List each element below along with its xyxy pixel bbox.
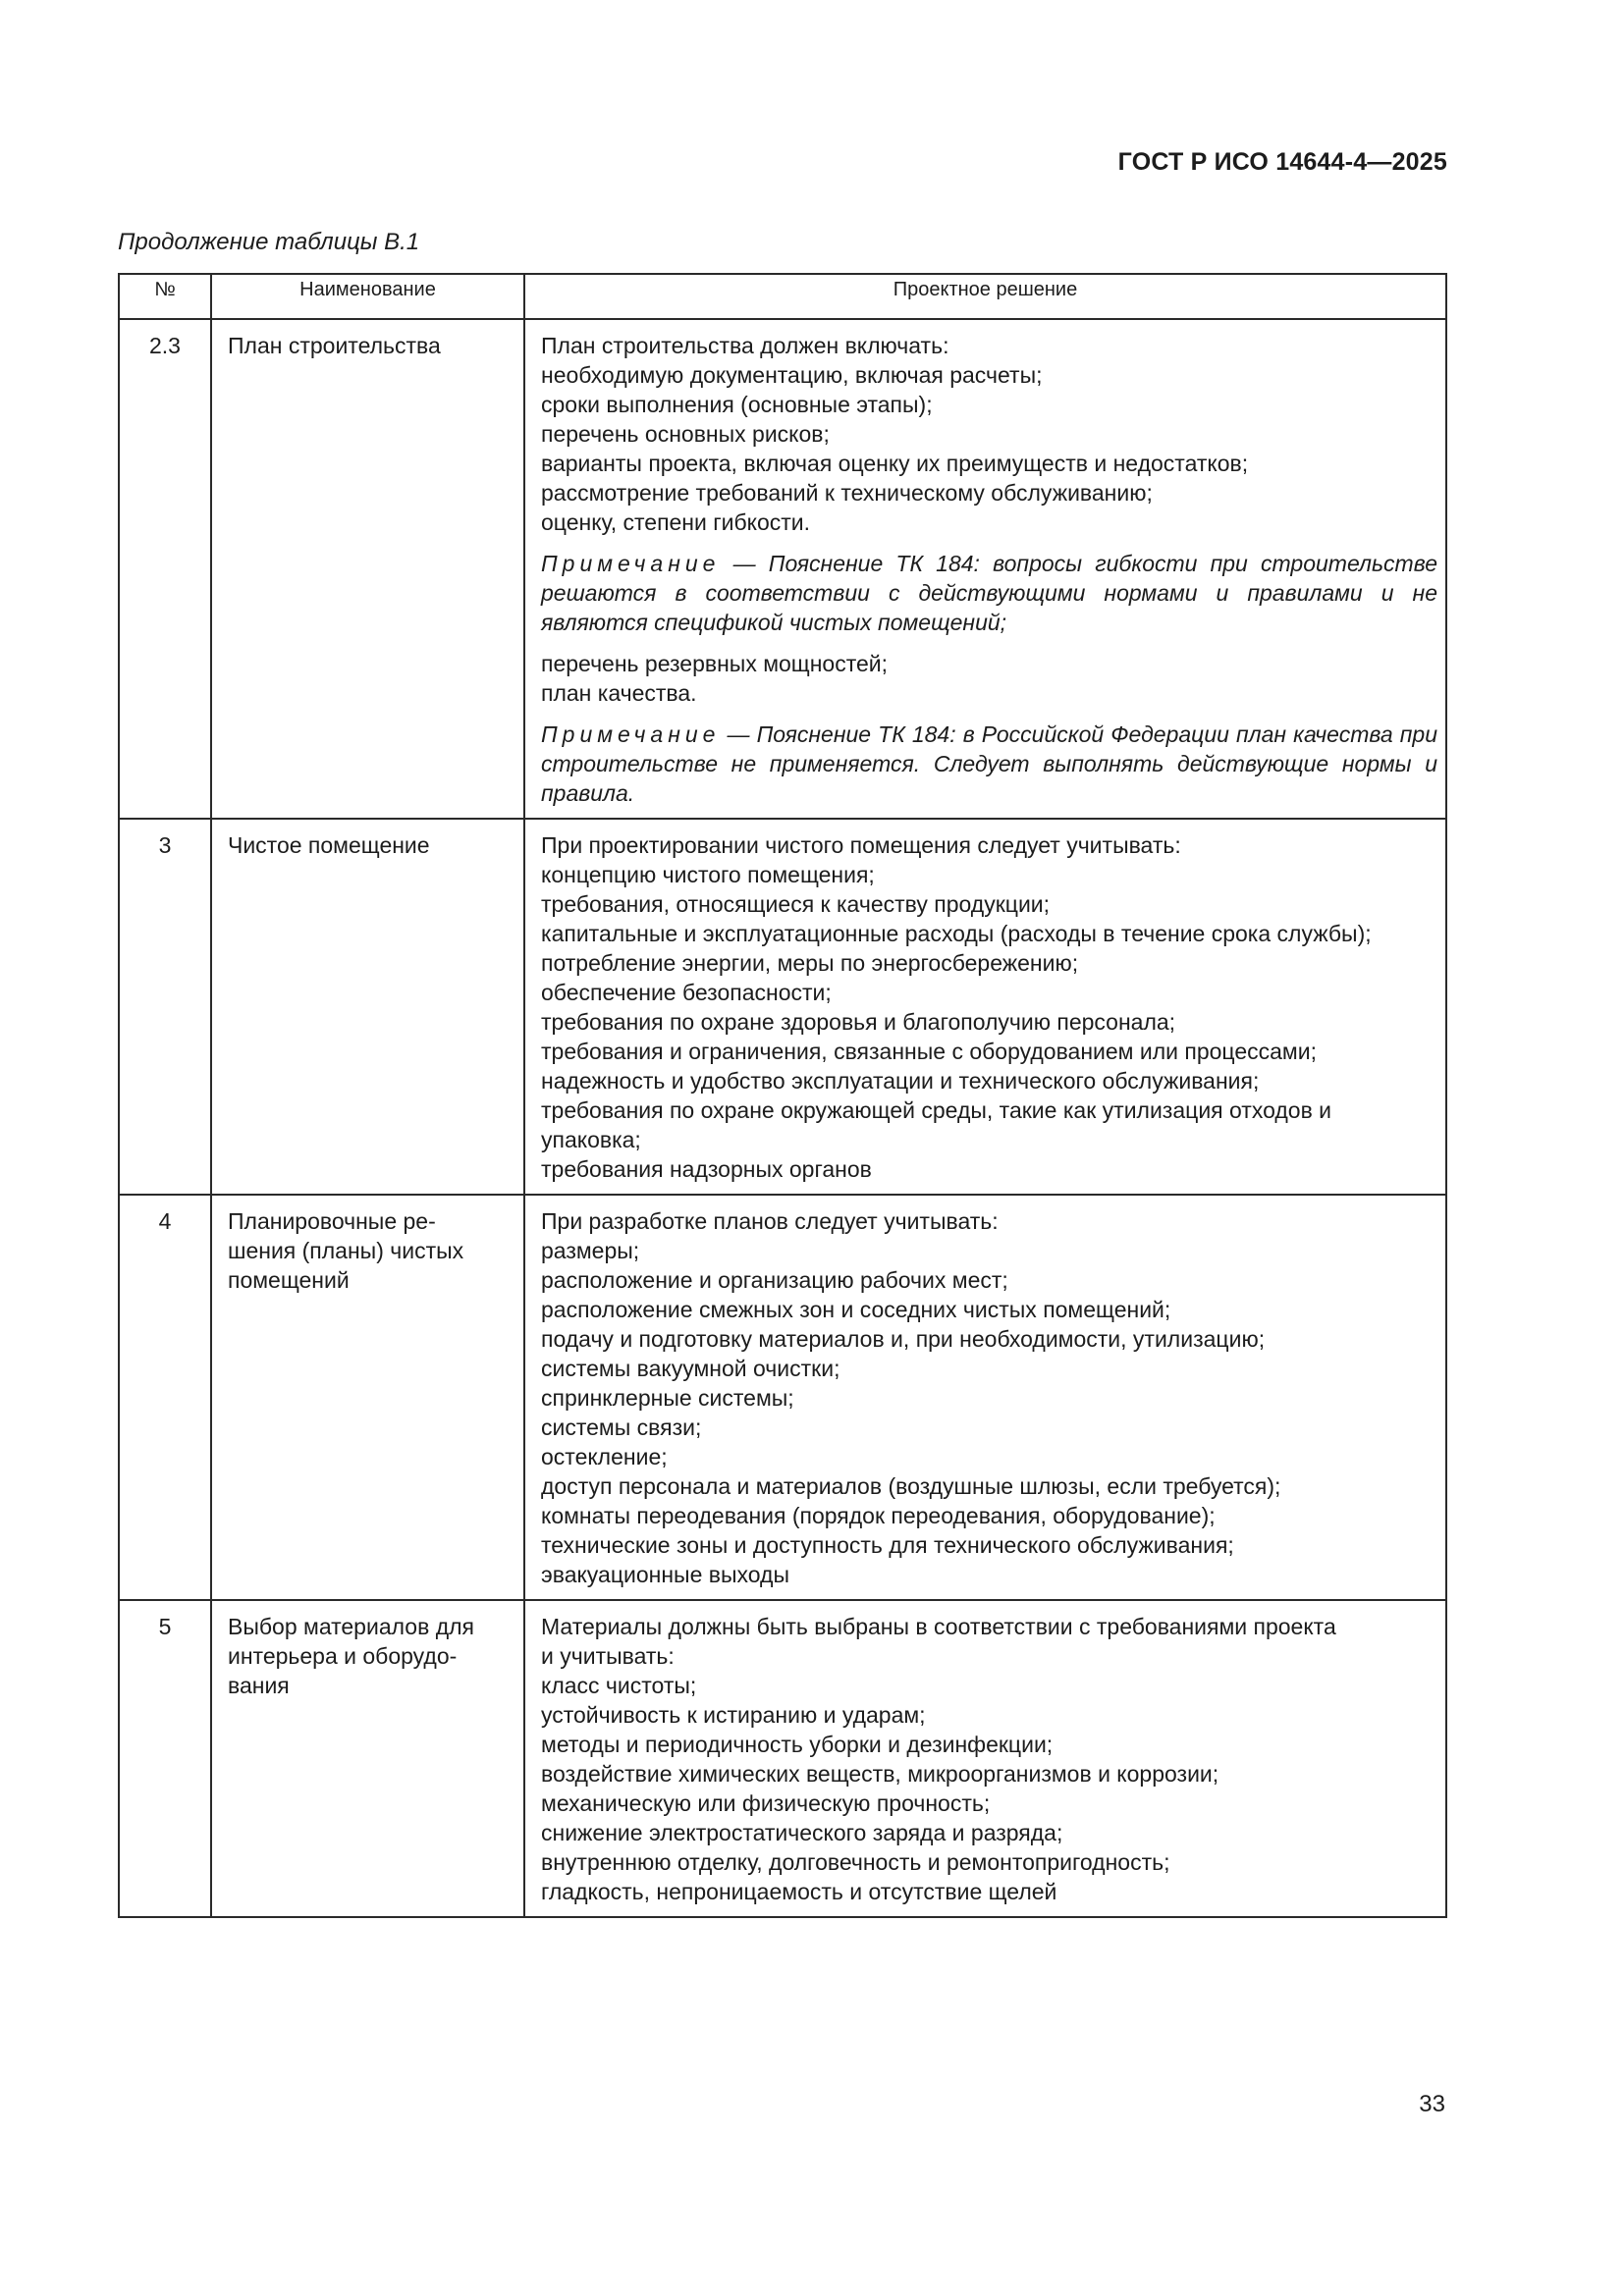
solution-line: требования и ограничения, связанные с оборудованием или процессами; xyxy=(541,1039,1317,1064)
solution-line: системы связи; xyxy=(541,1415,702,1440)
row-name-line: Выбор материалов для xyxy=(228,1614,474,1639)
note-text: — Пояснение ТК 184: вопросы гибкости при строительстве решаются в соответствии с действующими нормами и правилами и не являются спецификой чистых помещений; xyxy=(541,551,1437,635)
solution-line: механическую или физическую прочность; xyxy=(541,1790,991,1816)
solution-line: доступ персонала и материалов (воздушные шлюзы, если требуется); xyxy=(541,1473,1281,1499)
solution-line: упаковка; xyxy=(541,1127,641,1152)
solution-line: обеспечение безопасности; xyxy=(541,980,832,1005)
note-text: — Пояснение ТК 184: в Российской Федерации план качества при строительстве не применяется. Следует выполнять действующие нормы и правила. xyxy=(541,721,1437,806)
row-number: 2.3 xyxy=(119,319,211,819)
solution-line: размеры; xyxy=(541,1238,640,1263)
solution-line: класс чистоты; xyxy=(541,1673,697,1698)
solution-line: подачу и подготовку материалов и, при необходимости, утилизацию; xyxy=(541,1326,1266,1352)
row-name-line: Чистое помещение xyxy=(228,832,430,858)
row-name-line: вания xyxy=(228,1673,290,1698)
solution-line: план качества. xyxy=(541,680,697,706)
solution-line: устойчивость к истиранию и ударам; xyxy=(541,1702,926,1728)
solution-line: концепцию чистого помещения; xyxy=(541,862,875,887)
row-number: 3 xyxy=(119,819,211,1195)
requirements-table xyxy=(118,273,1447,1918)
solution-line: При проектировании чистого помещения следует учитывать: xyxy=(541,832,1181,858)
note-block xyxy=(541,549,1437,637)
row-name-line: План строительства xyxy=(228,333,441,358)
table-header-row xyxy=(119,274,1446,319)
row-name xyxy=(211,819,524,1195)
row-solution xyxy=(524,819,1446,1195)
solution-line: расположение смежных зон и соседних чистых помещений; xyxy=(541,1297,1171,1322)
note-label: Примечание xyxy=(541,551,721,576)
solution-line: внутреннюю отделку, долговечность и ремонтопригодность; xyxy=(541,1849,1170,1875)
solution-line: остекление; xyxy=(541,1444,668,1469)
solution-line: и учитывать: xyxy=(541,1643,675,1669)
row-name xyxy=(211,1600,524,1917)
solution-line: гладкость, непроницаемость и отсутствие щелей xyxy=(541,1879,1057,1904)
solution-line: План строительства должен включать: xyxy=(541,333,949,358)
solution-line: надежность и удобство эксплуатации и технического обслуживания; xyxy=(541,1068,1260,1094)
solution-line: Материалы должны быть выбраны в соответствии с требованиями проекта xyxy=(541,1614,1336,1639)
row-number: 5 xyxy=(119,1600,211,1917)
table-row xyxy=(119,1195,1446,1600)
row-solution xyxy=(524,319,1446,819)
table-caption: Продолжение таблицы В.1 xyxy=(118,229,420,255)
column-header-name: Наименование xyxy=(211,274,524,319)
row-name-line: Планировочные ре- xyxy=(228,1208,436,1234)
solution-line: требования по охране окружающей среды, такие как утилизация отходов и xyxy=(541,1097,1332,1123)
solution-line: комнаты переодевания (порядок переодевания, оборудование); xyxy=(541,1503,1216,1528)
solution-line: спринклерные системы; xyxy=(541,1385,794,1411)
solution-line: требования надзорных органов xyxy=(541,1156,872,1182)
row-name xyxy=(211,319,524,819)
row-name-line: помещений xyxy=(228,1267,350,1293)
row-name xyxy=(211,1195,524,1600)
table-row xyxy=(119,819,1446,1195)
table-row xyxy=(119,319,1446,819)
row-solution xyxy=(524,1195,1446,1600)
solution-line: рассмотрение требований к техническому обслуживанию; xyxy=(541,480,1153,506)
solution-line: снижение электростатического заряда и разряда; xyxy=(541,1820,1063,1845)
solution-line: потребление энергии, меры по энергосбережению; xyxy=(541,950,1079,976)
column-header-solution: Проектное решение xyxy=(524,274,1446,319)
solution-line: воздействие химических веществ, микроорганизмов и коррозии; xyxy=(541,1761,1219,1787)
solution-line: требования, относящиеся к качеству продукции; xyxy=(541,891,1051,917)
solution-line: сроки выполнения (основные этапы); xyxy=(541,392,933,417)
page-number: 33 xyxy=(1419,2091,1445,2117)
column-header-number: № xyxy=(119,274,211,319)
solution-line: технические зоны и доступность для технического обслуживания; xyxy=(541,1532,1234,1558)
document-standard-header: ГОСТ Р ИСО 14644-4—2025 xyxy=(1117,148,1447,176)
solution-line: оценку, степени гибкости. xyxy=(541,509,811,535)
row-name-line: шения (планы) чистых xyxy=(228,1238,464,1263)
solution-line: При разработке планов следует учитывать: xyxy=(541,1208,999,1234)
solution-line: варианты проекта, включая оценку их преимуществ и недостатков; xyxy=(541,451,1249,476)
solution-line: методы и периодичность уборки и дезинфекции; xyxy=(541,1732,1054,1757)
table-row xyxy=(119,1600,1446,1917)
row-number: 4 xyxy=(119,1195,211,1600)
row-solution xyxy=(524,1600,1446,1917)
row-name-line: интерьера и оборудо- xyxy=(228,1643,458,1669)
solution-line: перечень резервных мощностей; xyxy=(541,651,889,676)
solution-line: капитальные и эксплуатационные расходы (расходы в течение срока службы); xyxy=(541,921,1372,946)
note-label: Примечание xyxy=(541,721,721,747)
solution-line: требования по охране здоровья и благополучию персонала; xyxy=(541,1009,1176,1035)
solution-line: необходимую документацию, включая расчеты; xyxy=(541,362,1043,388)
note-block xyxy=(541,720,1437,808)
solution-line: эвакуационные выходы xyxy=(541,1562,789,1587)
solution-line: перечень основных рисков; xyxy=(541,421,830,447)
solution-line: расположение и организацию рабочих мест; xyxy=(541,1267,1008,1293)
solution-line: системы вакуумной очистки; xyxy=(541,1356,840,1381)
